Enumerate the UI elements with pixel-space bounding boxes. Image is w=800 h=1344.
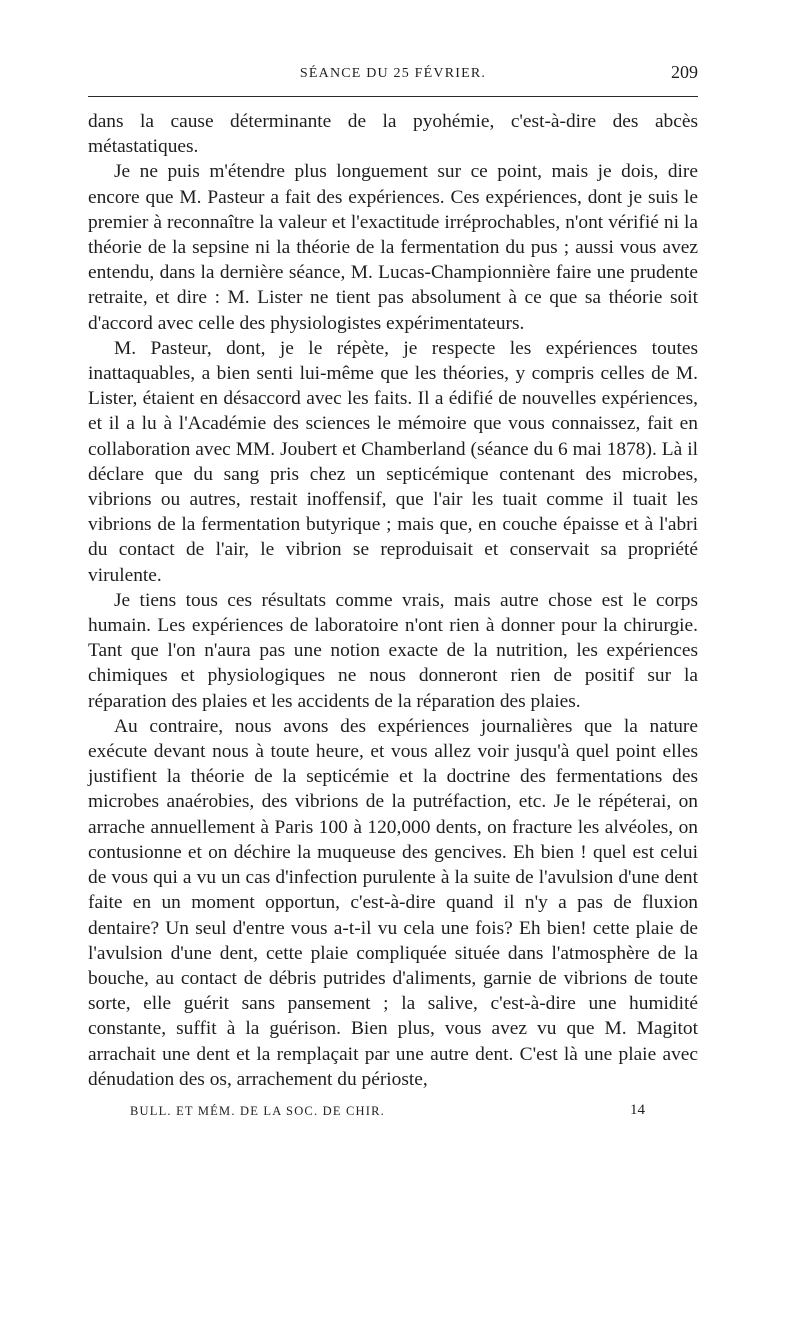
page-footer bbox=[88, 1102, 698, 1122]
book-page bbox=[88, 58, 698, 1122]
paragraph-continuation: dans la cause déterminante de la pyohémie, c'est-à-dire des abcès métastatiques. bbox=[88, 111, 698, 158]
signature-mark: BULL. ET MÉM. DE LA SOC. DE CHIR. bbox=[130, 1103, 385, 1118]
paragraph: Au contraire, nous avons des expériences journalières que la nature exécute devant nous à toute heure, et vous allez voir jusqu'à quel point elles justifient la théorie de la septicémie et la doctrine des fermentations des microbes anaérobies, des vibrions de la putréfaction, etc. Je le répéterai, on arrache annuellement à Paris 100 à 120,000 dents, on fracture les alvéoles, on contusionne et on déchire la muqueuse des gencives. Eh bien ! quel est celui de vous qui a vu un cas d'infection purulente à la suite de l'avulsion d'une dent faite en un moment opportun, c'est-à-dire quand il n'y a pas de fluxion dentaire? Un seul d'entre vous a-t-il vu cela une fois? Eh bien! cette plaie de l'avulsion d'une dent, cette plaie compliquée située dans l'atmosphère de la bouche, au contact de débris putrides d'aliments, garnie de vibrions de toute sorte, elle guérit sans pansement ; la salive, c'est-à-dire une humidité constante, suffit à la guérison. Bien plus, vous avez vu que M. Magitot arrachait une dent et la remplaçait par une autre dent. C'est là une plaie avec dénudation des os, arrachement du périoste, bbox=[88, 715, 698, 1090]
header-rule bbox=[88, 96, 698, 97]
paragraph: Je ne puis m'étendre plus longuement sur ce point, mais je dois, dire encore que M. Pasteur a fait des expériences. Ces expériences, dont je suis le premier à reconnaître la valeur et l'exactitude irréprochables, n'ont vérifié ni la théorie de la sepsine ni la théorie de la fermentation du pus ; aussi vous avez entendu, dans la dernière séance, M. Lucas-Championnière faire une prudente retraite, et dire : M. Lister ne tient pas absolument à ce que sa théorie soit d'accord avec celle des physiologistes expérimentateurs. bbox=[88, 161, 698, 334]
paragraph: M. Pasteur, dont, je le répète, je respecte les expériences toutes inattaquables, a bien senti lui-même que les théories, y compris celles de M. Lister, étaient en désaccord avec les faits. Il a édifié de nouvelles expériences, et il a lu à l'Académie des sciences le mémoire que vous connaissez, fait en collaboration avec MM. Joubert et Chamberland (séance du 6 mai 1878). Là il déclare que du sang pris chez un septicémique contenant des microbes, vibrions ou autres, restait inoffensif, que l'air les tuait comme il tuait les vibrions de la fermentation butyrique ; mais que, en couche épaisse et à l'abri du contact de l'air, le vibrion se reproduisait et conservait sa propriété virulente. bbox=[88, 337, 698, 586]
signature-number: 14 bbox=[630, 1101, 645, 1118]
paragraph: Je tiens tous ces résultats comme vrais, mais autre chose est le corps humain. Les expériences de laboratoire n'ont rien à donner pour la chirurgie. Tant que l'on n'aura pas une notion exacte de la nutrition, les expériences chimiques et physiologiques ne nous donneront rien de positif sur la réparation des plaies et les accidents de la réparation des plaies. bbox=[88, 589, 698, 712]
body-text bbox=[88, 109, 698, 1092]
page-number: 209 bbox=[671, 62, 698, 82]
page-header bbox=[88, 58, 698, 88]
running-title: SÉANCE DU 25 FÉVRIER. bbox=[299, 66, 487, 81]
